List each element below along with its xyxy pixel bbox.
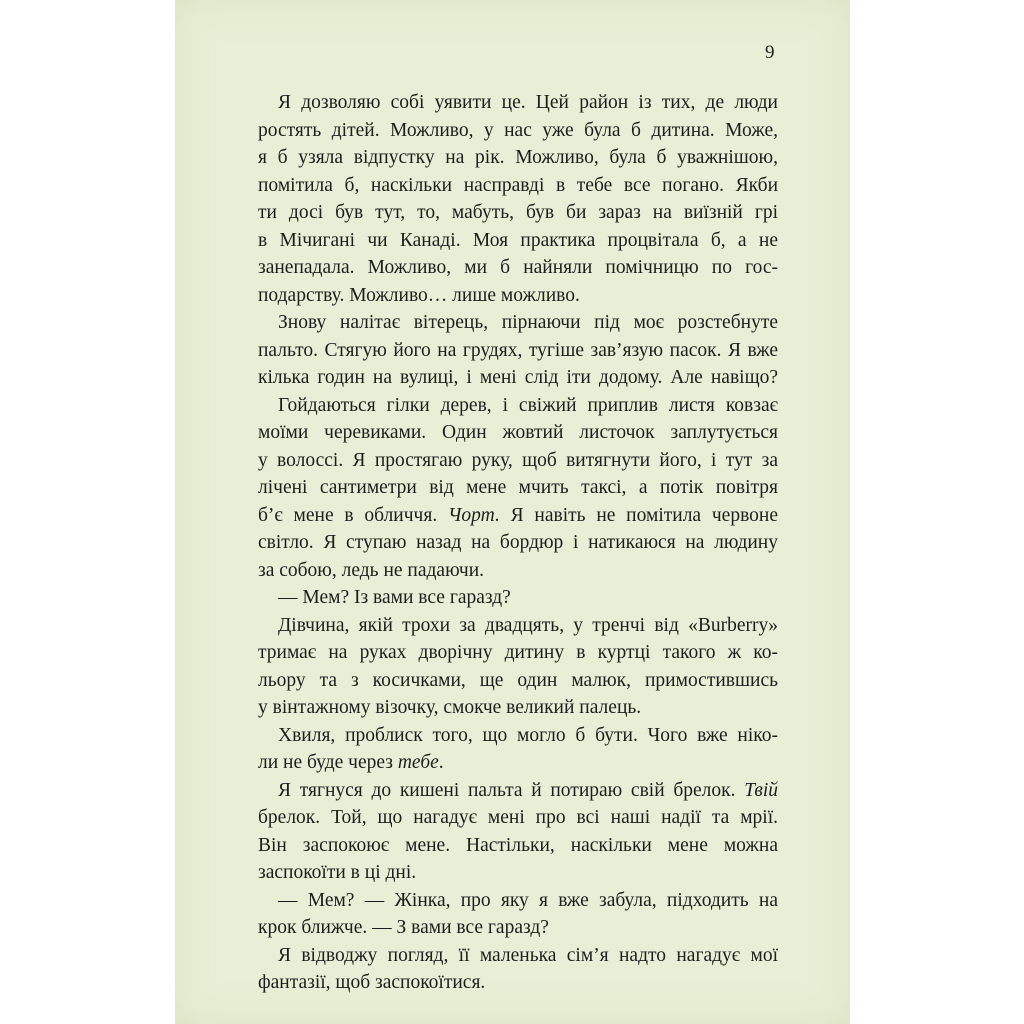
- text-line-content: [278, 90, 778, 116]
- text-line-content: [258, 640, 778, 666]
- text-segment: тримає на руках дворічну дитину в куртці такого ж ко-: [258, 642, 778, 663]
- text-line-content: [258, 558, 778, 584]
- text-segment: заспокоїти в ці дні.: [258, 862, 417, 883]
- text-line: [278, 613, 778, 639]
- text-line-content: [258, 283, 778, 309]
- text-segment: крок ближче. — З вами все гаразд?: [258, 917, 549, 938]
- text-line: [278, 310, 778, 336]
- text-line-content: [278, 585, 778, 611]
- text-line-content: [258, 860, 778, 886]
- text-segment: в Мічигані чи Канаді. Моя практика процвітала б, а не: [258, 229, 778, 251]
- text-line: [258, 118, 778, 144]
- text-segment: за собою, ледь не падаючи.: [258, 559, 485, 581]
- text-segment: ти досі був тут, то, мабуть, був би зараз на виїзній грі: [258, 202, 778, 223]
- text-segment: у вінтажному візочку, смокче великий палець.: [258, 697, 642, 718]
- text-line-content: [258, 530, 778, 556]
- text-segment: .: [438, 752, 444, 773]
- text-line-content: [278, 613, 778, 639]
- text-line: [278, 90, 778, 116]
- text-segment: у волоссі. Я простягаю руку, щоб витягнути його, і тут за: [258, 449, 778, 471]
- text-line: [258, 420, 778, 446]
- text-line-content: [258, 118, 778, 144]
- text-segment: пальто. Стягую його на грудях, тугіше зав’язую пасок. Я вже: [258, 339, 778, 361]
- text-segment: моїми черевиками. Один жовтий листочок заплутується: [258, 422, 778, 443]
- text-line-content: [258, 338, 778, 364]
- text-line: [258, 365, 778, 391]
- text-segment: світло. Я ступаю назад на бордюр і натикаюся на людину: [258, 532, 778, 553]
- text-line: [258, 915, 778, 941]
- text-line: [258, 228, 778, 254]
- text-line: [258, 255, 778, 281]
- text-line: [258, 338, 778, 364]
- text-line: [278, 723, 778, 749]
- text-line-content: [278, 888, 778, 914]
- text-line-content: [258, 228, 778, 254]
- text-line: [278, 778, 778, 804]
- text-line-content: [258, 750, 778, 776]
- text-segment: льору та з косичками, ще один малюк, примостившись: [258, 669, 778, 691]
- text-segment: Я відводжу погляд, її маленька сім’я надто нагадує мої: [278, 944, 778, 966]
- text-line-content: [278, 943, 778, 969]
- text-segment: занепадала. Можливо, ми б найняли помічницю по гос-: [258, 257, 778, 278]
- text-line: [258, 695, 778, 721]
- text-line-content: [258, 200, 778, 226]
- text-line: [258, 750, 778, 776]
- text-line: [258, 640, 778, 666]
- text-segment: ли не буде через: [258, 752, 398, 773]
- text-line-content: [258, 668, 778, 694]
- text-line: [258, 448, 778, 474]
- text-line-content: [258, 970, 778, 996]
- text-segment: б’є мене в обличчя.: [258, 504, 448, 526]
- book-page: [175, 0, 850, 1024]
- italic-text: Чорт.: [447, 504, 500, 526]
- text-line: [258, 530, 778, 556]
- text-segment: Хвиля, проблиск того, що могло б бути. Чого вже ніко-: [278, 724, 778, 746]
- text-line: [278, 393, 778, 419]
- text-segment: лічені сантиметри від мене мчить таксі, а потік повітря: [258, 477, 778, 498]
- text-line: [258, 173, 778, 199]
- text-line-content: [258, 475, 778, 501]
- text-segment: кілька годин на вулиці, і мені слід іти додому. Але навіщо?: [258, 367, 778, 388]
- text-line: [258, 475, 778, 501]
- text-line-content: [258, 145, 778, 171]
- text-segment: я б узяла відпустку на рік. Можливо, була б уважнішою,: [258, 147, 778, 168]
- italic-text: Твій: [744, 779, 778, 801]
- text-line: [258, 860, 778, 886]
- page-number: 9: [765, 42, 775, 63]
- text-line-content: [278, 310, 778, 336]
- text-line-content: [258, 448, 778, 474]
- text-line-content: [258, 420, 778, 446]
- text-segment: Дівчина, якій трохи за двадцять, у тренчі від «Burberry»: [278, 614, 778, 636]
- text-line-content: [258, 805, 778, 831]
- text-line-content: [258, 503, 778, 529]
- text-segment: подарству. Можливо… лише можливо.: [258, 284, 580, 306]
- text-line-content: [278, 778, 778, 804]
- text-segment: ростять дітей. Можливо, у нас уже була б дитина. Може,: [258, 119, 778, 141]
- text-line: [258, 833, 778, 859]
- text-line: [258, 668, 778, 694]
- text-segment: — Мем? — Жінка, про яку я вже забула, підходить на: [278, 889, 778, 911]
- text-segment: — Мем? Із вами все гаразд?: [278, 587, 511, 608]
- text-line: [278, 888, 778, 914]
- text-line: [278, 943, 778, 969]
- text-line-content: [278, 723, 778, 749]
- text-segment: Я дозволяю собі уявити це. Цей район із тих, де люди: [278, 92, 778, 113]
- text-segment: брелок. Той, що нагадує мені про всі наші надії та мрії.: [258, 807, 778, 828]
- text-line-content: [258, 695, 778, 721]
- text-line-content: [258, 255, 778, 281]
- text-line: [258, 200, 778, 226]
- text-line: [258, 970, 778, 996]
- italic-text: тебе: [397, 752, 439, 773]
- text-line: [258, 805, 778, 831]
- text-segment: помітила б, наскільки насправді в тебе все погано. Якби: [258, 174, 778, 196]
- text-line-content: [258, 173, 778, 199]
- text-line-content: [258, 365, 778, 391]
- text-segment: Я навіть не помітила червоне: [499, 504, 778, 526]
- text-line: [258, 283, 778, 309]
- text-line: [258, 503, 778, 529]
- text-line: [278, 585, 778, 611]
- text-segment: Я тягнуся до кишені пальта й потираю свій брелок.: [278, 779, 745, 801]
- text-line: [258, 145, 778, 171]
- text-line-content: [258, 915, 778, 941]
- text-segment: Гойдаються гілки дерев, і свіжий приплив листя ковзає: [278, 394, 778, 416]
- text-line-content: [258, 833, 778, 859]
- text-segment: Знову налітає вітерець, пірнаючи під моє розстебнуте: [278, 312, 778, 333]
- text-segment: фантазії, щоб заспокоїтися.: [258, 972, 486, 993]
- text-segment: Він заспокоює мене. Настільки, наскільки мене можна: [258, 834, 778, 856]
- text-line: [258, 558, 778, 584]
- text-line-content: [278, 393, 778, 419]
